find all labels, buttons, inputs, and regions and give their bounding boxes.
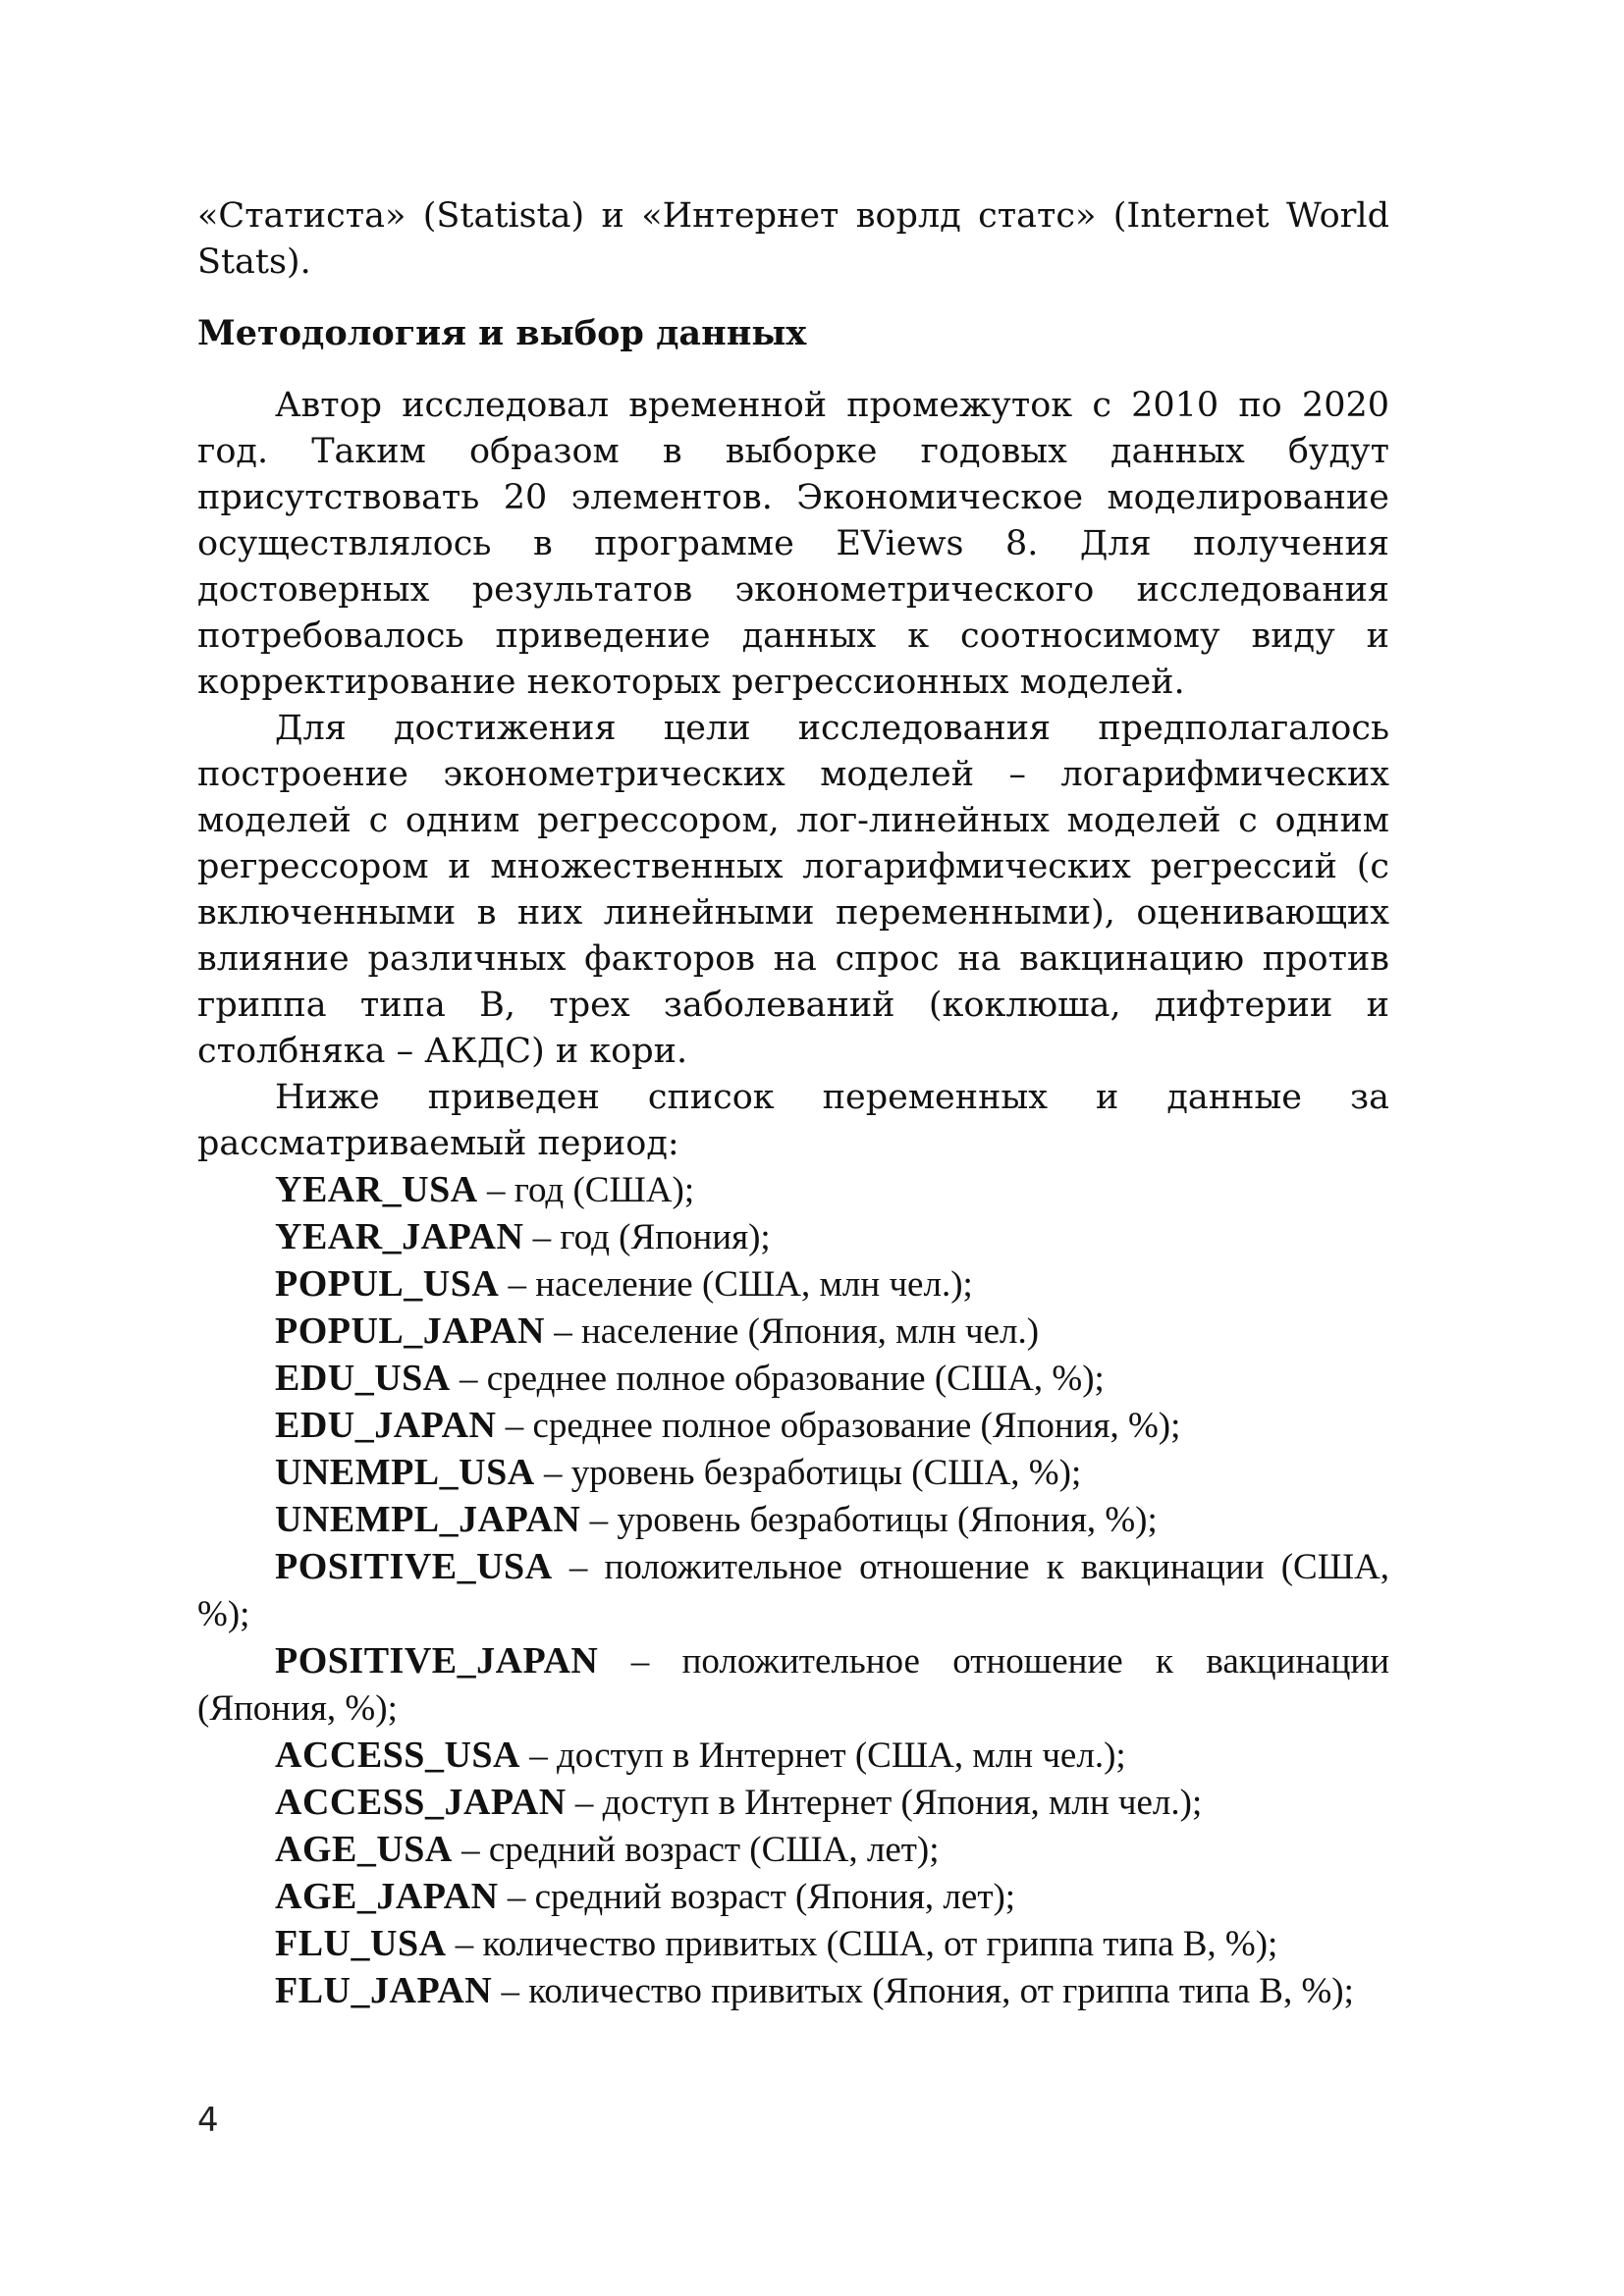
variable-description: – год (США); <box>477 1170 695 1210</box>
variable-description: – доступ в Интернет (Япония, млн чел.); <box>566 1783 1203 1823</box>
variable-description: – среднее полное образование (США, %); <box>450 1359 1105 1399</box>
variable-item <box>197 1733 1389 1780</box>
section-heading: Методология и выбор данных <box>197 313 807 353</box>
variable-description: – количество привитых (Япония, от гриппа типа B, %); <box>492 1971 1354 2011</box>
variable-item <box>197 1874 1389 1921</box>
variable-item <box>197 1638 1389 1733</box>
variable-name: ACCESS_JAPAN <box>275 1782 567 1823</box>
variable-item <box>197 1356 1389 1403</box>
variable-description: – положительное отношение к вакцинации (США, %); <box>197 1547 1389 1634</box>
paragraph-period: Автор исследовал временной промежуток с 2010 по 2020 год. Таким образом в выборке годовых данных будут присутствовать 20 элементов. Экономическое моделирование осуществлялось в программе EViews 8. Для получения достоверных результатов эконометрического исследования потребовалось приведение данных к соотносимому виду и корректирование некоторых регрессионных моделей. <box>197 386 1389 702</box>
variable-description: – средний возраст (США, лет); <box>452 1830 940 1870</box>
variable-description: – положительное отношение к вакцинации (Япония, %); <box>197 1641 1389 1729</box>
variable-item <box>197 1450 1389 1497</box>
variable-item <box>197 1780 1389 1827</box>
variable-name: FLU_JAPAN <box>275 1970 493 2011</box>
variable-description: – уровень безработицы (Япония, %); <box>580 1500 1158 1540</box>
variable-item <box>197 1968 1389 2015</box>
variable-item <box>197 1214 1389 1261</box>
variable-item <box>197 1308 1389 1356</box>
variables-list <box>197 1167 1389 2015</box>
variable-name: YEAR_USA <box>275 1169 478 1210</box>
variable-name: UNEMPL_USA <box>275 1452 535 1493</box>
variable-name: ACCESS_USA <box>275 1735 520 1776</box>
variable-item <box>197 1921 1389 1968</box>
variable-item <box>197 1544 1389 1638</box>
variable-description: – доступ в Интернет (США, млн чел.); <box>519 1735 1126 1776</box>
variable-name: AGE_USA <box>275 1829 453 1870</box>
variable-description: – средний возраст (Япония, лет); <box>498 1877 1016 1917</box>
variable-description: – год (Япония); <box>523 1217 771 1257</box>
page-content <box>197 193 1389 2015</box>
variable-name: EDU_JAPAN <box>275 1405 497 1446</box>
variable-item <box>197 1497 1389 1544</box>
variable-name: POSITIVE_USA <box>275 1546 553 1587</box>
variable-name: AGE_JAPAN <box>275 1876 499 1917</box>
variable-item <box>197 1167 1389 1214</box>
paragraph-models: Для достижения цели исследования предполагалось построение эконометрических моделей – логарифмических моделей с одним регрессором, лог-линейных моделей с одним регрессором и множественных логарифмических регрессий (с включенными в них линейными переменными), оценивающих влияние различных факторов на спрос на вакцинацию против гриппа типа B, трех заболеваний (коклюша, дифтерии и столбняка – АКДС) и кори. <box>197 709 1389 1071</box>
variable-name: FLU_USA <box>275 1923 447 1964</box>
variable-description: – среднее полное образование (Япония, %); <box>496 1406 1181 1446</box>
variable-name: EDU_USA <box>275 1358 451 1399</box>
variable-description: – население (Япония, млн чел.) <box>545 1311 1040 1352</box>
paragraph-variables-intro: Ниже приведен список переменных и данные за рассматриваемый период: <box>197 1078 1389 1163</box>
variable-item <box>197 1261 1389 1308</box>
intro-tail-paragraph: «Статиста» (Statista) и «Интернет ворлд статс» (Internet World Stats). <box>197 196 1389 282</box>
variable-name: POSITIVE_JAPAN <box>275 1640 599 1682</box>
variable-description: – уровень безработицы (США, %); <box>534 1453 1082 1493</box>
variable-name: UNEMPL_JAPAN <box>275 1499 581 1540</box>
variable-name: POPUL_JAPAN <box>275 1310 545 1352</box>
variable-description: – население (США, млн чел.); <box>499 1264 973 1305</box>
variable-item <box>197 1827 1389 1874</box>
variable-name: YEAR_JAPAN <box>275 1216 524 1257</box>
page-number: 4 <box>197 2101 219 2140</box>
variable-item <box>197 1403 1389 1450</box>
variable-name: POPUL_USA <box>275 1263 500 1305</box>
variable-description: – количество привитых (США, от гриппа типа B, %); <box>446 1924 1278 1964</box>
